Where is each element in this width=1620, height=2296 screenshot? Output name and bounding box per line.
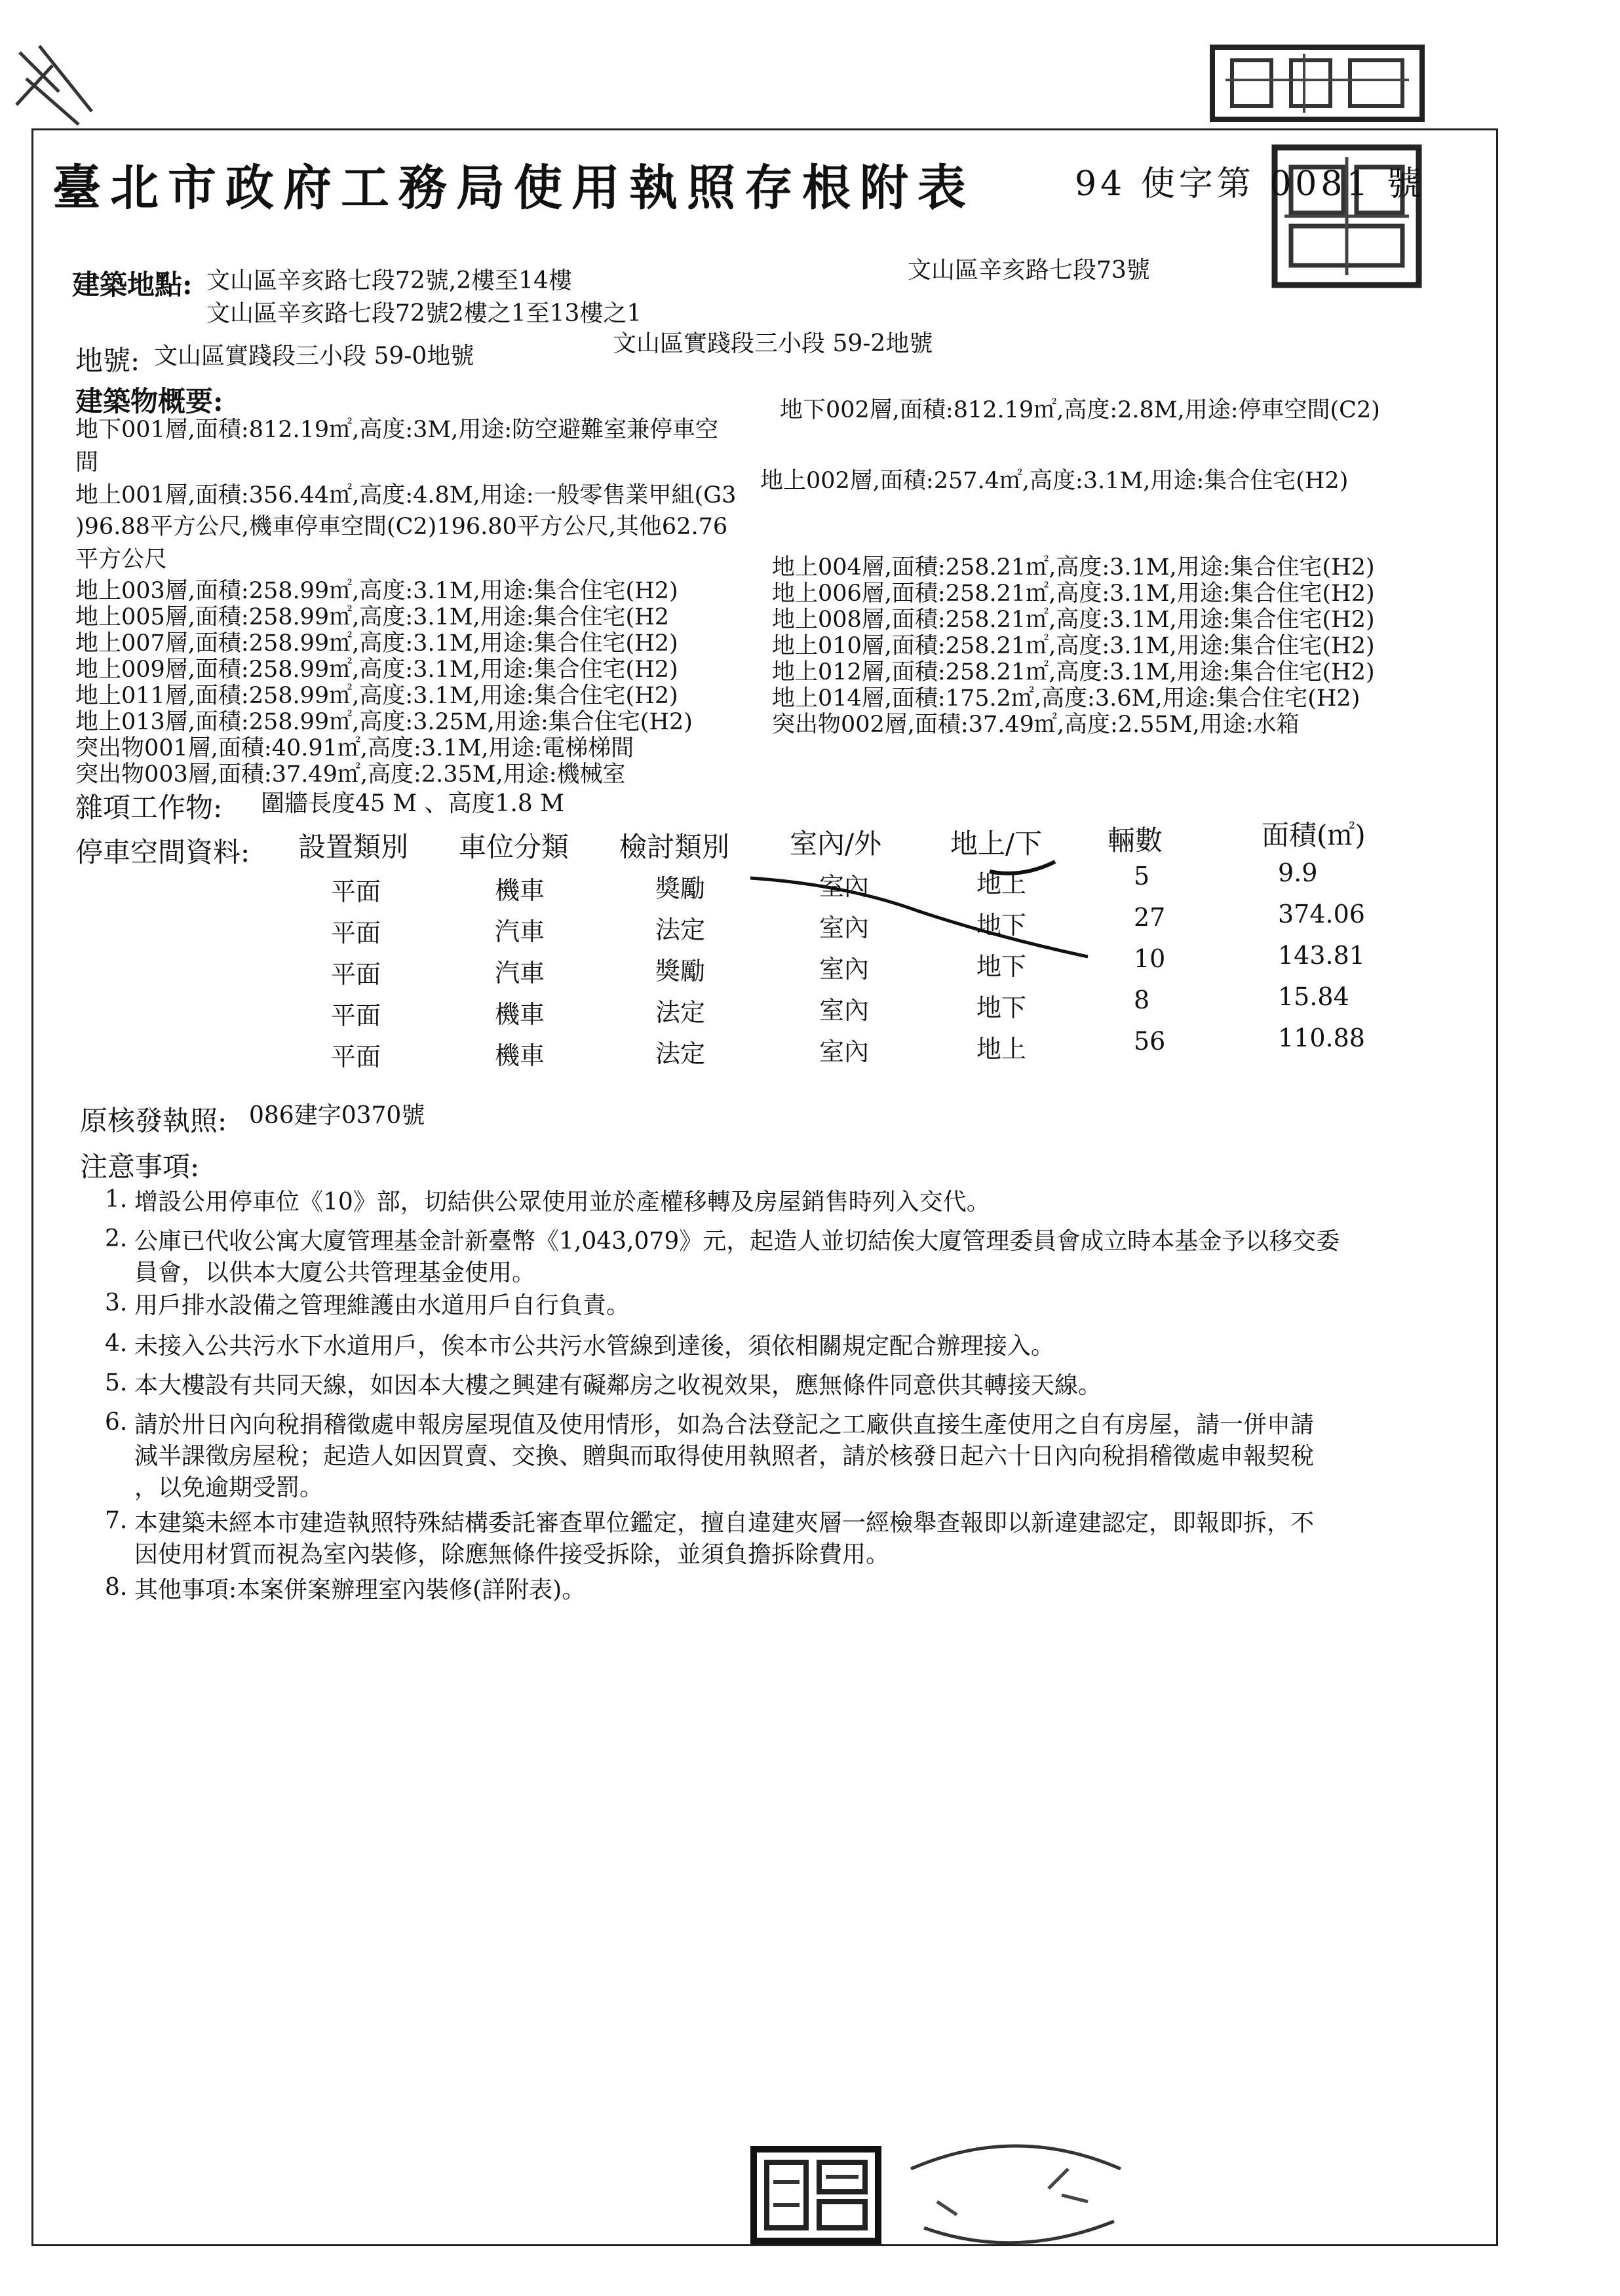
parking-cell: 10: [1134, 944, 1166, 973]
location-label: 建築地點:: [72, 269, 193, 301]
left-floor: 地上011層,面積:258.99㎡,高度:3.1M,用途:集合住宅(H2): [75, 683, 678, 709]
notes-label: 注意事項:: [80, 1151, 200, 1183]
original-permit-value: 086建字0370號: [249, 1102, 425, 1129]
lot-value-1: 文山區實踐段三小段 59-0地號: [154, 343, 474, 370]
note-line: 未接入公共污水下水道用戶，俟本市公共污水管線到達後，須依相關規定配合辦理接入。: [134, 1333, 1055, 1360]
permit-number: 94 使字第 0081 號: [1075, 164, 1425, 204]
parking-cell: 15.84: [1278, 982, 1349, 1011]
note-line: 其他事項:本案併案辦理室內裝修(詳附表)。: [134, 1577, 586, 1603]
parking-header: 車位分類: [459, 831, 569, 863]
note-line: 減半課徵房屋稅；起造人如因買賣、交換、贈與而取得使用執照者，請於核發日起六十日內向稅捐稽徵處申報契稅: [134, 1443, 1315, 1470]
lot-value-2: 文山區實踐段三小段 59-2地號: [613, 330, 933, 357]
misc-work-label: 雜項工作物:: [75, 792, 223, 824]
b1-floor: 地下001層,面積:812.19㎡,高度:3M,用途:防空避難室兼停車空: [75, 417, 719, 443]
overview-label: 建築物概要:: [75, 385, 223, 417]
original-permit-label: 原核發執照:: [80, 1105, 227, 1137]
note-line: ，以免逾期受罰。: [134, 1474, 324, 1501]
lot-label: 地號:: [75, 345, 140, 377]
note-number: 5.: [105, 1369, 128, 1396]
note-number: 1.: [105, 1186, 128, 1213]
right-floor: 地上012層,面積:258.21㎡,高度:3.1M,用途:集合住宅(H2): [772, 659, 1375, 685]
parking-cell: 平面: [331, 1043, 381, 1071]
parking-cell: 56: [1134, 1027, 1166, 1056]
f2-floor: 地上002層,面積:257.4㎡,高度:3.1M,用途:集合住宅(H2): [760, 468, 1349, 494]
parking-cell: 室內: [819, 996, 870, 1025]
b2-floor: 地下002層,面積:812.19㎡,高度:2.8M,用途:停車空間(C2): [780, 397, 1380, 423]
top-seal-stamp: [1206, 41, 1429, 126]
parking-cell: 平面: [331, 1001, 381, 1030]
note-number: 3.: [105, 1290, 128, 1316]
f1-floor-line-2: )96.88平方公尺,機車停車空間(C2)196.80平方公尺,其他62.76: [75, 514, 728, 540]
parking-cell: 法定: [655, 998, 706, 1027]
parking-cell: 5: [1134, 862, 1150, 890]
parking-cell: 27: [1134, 903, 1166, 932]
parking-cell: 地上: [976, 1035, 1027, 1063]
note-line: 員會，以供本大廈公共管理基金使用。: [134, 1259, 536, 1286]
parking-cell: 374.06: [1278, 900, 1365, 928]
misc-work-value: 圍牆長度45 M 、高度1.8 M: [261, 790, 565, 817]
document-title: 臺北市政府工務局使用執照存根附表: [52, 160, 975, 216]
parking-cell: 機車: [495, 876, 545, 905]
left-floor: 地上007層,面積:258.99㎡,高度:3.1M,用途:集合住宅(H2): [75, 630, 678, 657]
left-floor: 地上009層,面積:258.99㎡,高度:3.1M,用途:集合住宅(H2): [75, 657, 678, 683]
location-line-1: 文山區辛亥路七段72號,2樓至14樓: [206, 267, 572, 294]
right-floor: 地上014層,面積:175.2㎡,高度:3.6M,用途:集合住宅(H2): [772, 685, 1360, 712]
parking-cell: 機車: [495, 1000, 545, 1029]
parking-cell: 110.88: [1278, 1024, 1365, 1052]
location-right: 文山區辛亥路七段73號: [908, 257, 1150, 284]
parking-cell: 室內: [819, 913, 870, 942]
note-number: 7.: [105, 1507, 128, 1534]
parking-cell: 汽車: [495, 917, 545, 946]
parking-cell: 室內: [819, 1037, 870, 1066]
note-line: 請於卅日內向稅捐稽徵處申報房屋現值及使用情形，如為合法登記之工廠供直接生產使用之自有房屋，請一併申請: [134, 1411, 1315, 1438]
note-line: 本大樓設有共同天線，如因本大樓之興建有礙鄰房之收視效果，應無條件同意供其轉接天線。: [134, 1372, 1102, 1399]
right-floor: 地上010層,面積:258.21㎡,高度:3.1M,用途:集合住宅(H2): [772, 633, 1375, 659]
parking-cell: 室內: [819, 872, 870, 901]
note-line: 用戶排水設備之管理維護由水道用戶自行負責。: [134, 1292, 630, 1319]
right-floor: 突出物002層,面積:37.49㎡,高度:2.55M,用途:水箱: [772, 712, 1300, 738]
parking-cell: 室內: [819, 955, 870, 984]
parking-cell: 法定: [655, 915, 706, 944]
parking-header: 輛數: [1108, 824, 1163, 856]
right-floor: 地上006層,面積:258.21㎡,高度:3.1M,用途:集合住宅(H2): [772, 581, 1375, 607]
parking-cell: 平面: [331, 919, 381, 947]
parking-cell: 地上: [976, 870, 1027, 898]
parking-cell: 143.81: [1278, 941, 1365, 970]
parking-cell: 平面: [331, 877, 381, 906]
note-number: 2.: [105, 1225, 128, 1252]
parking-header: 檢討類別: [619, 831, 730, 863]
parking-cell: 8: [1134, 985, 1150, 1014]
parking-cell: 地下: [976, 911, 1027, 940]
right-floor: 地上008層,面積:258.21㎡,高度:3.1M,用途:集合住宅(H2): [772, 607, 1375, 633]
parking-cell: 法定: [655, 1039, 706, 1068]
note-line: 公庫已代收公寓大廈管理基金計新臺幣《1,043,079》元，起造人並切結俟大廈管理委員會成立時本基金予以移交委: [134, 1228, 1340, 1255]
parking-cell: 獎勵: [655, 957, 706, 985]
f1-floor-line-1: 地上001層,面積:356.44㎡,高度:4.8M,用途:一般零售業甲組(G3: [75, 482, 737, 508]
parking-cell: 地下: [976, 952, 1027, 981]
parking-header: 設置類別: [298, 831, 409, 863]
note-number: 4.: [105, 1330, 128, 1357]
parking-cell: 9.9: [1278, 858, 1318, 887]
note-number: 6.: [105, 1409, 128, 1436]
parking-header: 室內/外: [790, 828, 882, 860]
parking-cell: 汽車: [495, 959, 545, 987]
left-floor: 突出物003層,面積:37.49㎡,高度:2.35M,用途:機械室: [75, 761, 626, 788]
parking-label: 停車空間資料:: [75, 836, 250, 868]
f1-floor-line-3: 平方公尺: [75, 546, 168, 573]
note-line: 本建築未經本市建造執照特殊結構委託審查單位鑑定，擅自違建夾層一經檢舉查報即以新違建認定，即報即拆，不: [134, 1510, 1315, 1537]
note-line: 因使用材質而視為室內裝修，除應無條件接受拆除，並須負擔拆除費用。: [134, 1541, 890, 1568]
note-line: 增設公用停車位《10》部，切結供公眾使用並於產權移轉及房屋銷售時列入交代。: [134, 1189, 990, 1215]
parking-cell: 平面: [331, 960, 381, 989]
left-floor: 地上005層,面積:258.99㎡,高度:3.1M,用途:集合住宅(H2: [75, 604, 669, 630]
note-number: 8.: [105, 1574, 128, 1601]
corner-scribble-mark: [13, 39, 98, 138]
parking-cell: 地下: [976, 993, 1027, 1022]
parking-cell: 獎勵: [655, 874, 706, 903]
b1-floor-cont: 間: [75, 450, 99, 476]
parking-cell: 機車: [495, 1041, 545, 1070]
left-floor: 突出物001層,面積:40.91㎡,高度:3.1M,用途:電梯梯間: [75, 735, 634, 761]
parking-header: 面積(㎡): [1262, 819, 1366, 851]
parking-header: 地上/下: [950, 828, 1043, 860]
left-floor: 地上013層,面積:258.99㎡,高度:3.25M,用途:集合住宅(H2): [75, 709, 693, 735]
right-floor: 地上004層,面積:258.21㎡,高度:3.1M,用途:集合住宅(H2): [772, 554, 1375, 581]
location-line-2: 文山區辛亥路七段72號2樓之1至13樓之1: [206, 300, 642, 327]
left-floor: 地上003層,面積:258.99㎡,高度:3.1M,用途:集合住宅(H2): [75, 578, 678, 604]
